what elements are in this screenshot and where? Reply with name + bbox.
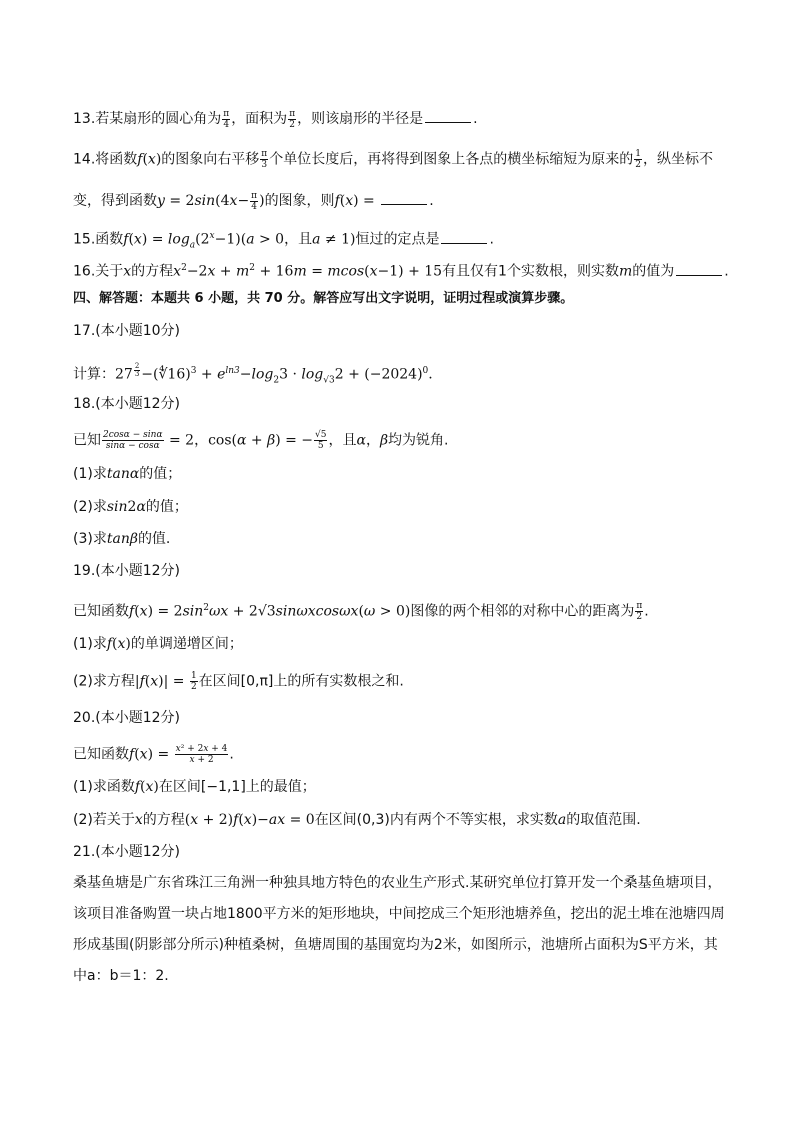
question-16: 16.关于x的方程$x^2-2x + m^2 + 16m = mcos(x-1) + 15$有且仅有1个实数根，则实数m的值为 . (73, 258, 734, 282)
question-21-line2: 该项目准备购置一块占地1800平方米的矩形地块，中间挖成三个矩形池塘养鱼，挖出的泥土堆在池塘四周 (73, 906, 725, 922)
question-20-part1: (1)求函数f(x)在区间[−1,1]上的最值； (73, 779, 316, 795)
question-21-line4: 中a：b＝1：2. (73, 968, 169, 984)
question-14-line1: 14.将函数f(x)的图象向右平移 $\frac{\pi}{3}$ 个单位长度后，再将得到图象上各点的横坐标缩短为原来的 $\frac{1}{2}$ ，纵坐标不 (73, 149, 713, 170)
question-18-heading: 18.(本小题12分) (73, 396, 181, 412)
question-18-part1: (1)求tanα的值； (73, 466, 182, 482)
question-19-part2: (2)求方程|f(x)| = $\frac{1}{2}$ 在区间[0,π]上的所有实数根之和. (73, 671, 404, 692)
question-18-part2: (2)求sin2α的值； (73, 499, 188, 515)
question-15: 15.函数$f(x) = \log_a(2^x-1)(a > 0$，且a ≠ 1)恒过的定点是 . (73, 226, 734, 255)
question-21-heading: 21.(本小题12分) (73, 844, 181, 860)
question-20-heading: 20.(本小题12分) (73, 710, 181, 726)
question-17-heading: 17.(本小题10分) (73, 323, 181, 339)
question-19-given: 已知函数$f(x) = 2\sin^2\omega x + 2√3\sin\omega xcos\omega x(\omega > 0)$图像的两个相邻的对称中心的距离为 $\frac{\pi}{2}$ . (73, 601, 649, 623)
question-19-heading: 19.(本小题12分) (73, 563, 181, 579)
answer-blank[interactable] (381, 190, 427, 205)
question-17-body: 计算：27 $^{\frac{2}{3}}$ −(∜16)$^3$ + $e^{ln3}-\log_23 \cdot \log_{√3}2 + (-2024)^0$. (73, 362, 433, 386)
question-18-part3: (3)求tanβ的值. (73, 531, 171, 547)
section-4-heading: 四、解答题：本题共 6 小题，共 70 分。解答应写出文字说明，证明过程或演算步骤。 (73, 291, 574, 306)
answer-blank[interactable] (441, 229, 487, 244)
question-20-given: 已知函数f(x) = $\frac{\text{x² + 2x + 4}}{x + 2}$ . (73, 744, 234, 765)
question-20-part2: (2)若关于x的方程(x + 2)f(x)−ax = 0在区间(0,3)内有两个不等实根，求实数a的取值范围. (73, 812, 641, 828)
question-14-line2: 变，得到函数y = 2sin(4x− $\frac{\pi}{4}$ )的图象，则f(x) = . (73, 190, 434, 212)
question-21-line3: 形成基围(阴影部分所示)种植桑树，鱼塘周围的基围宽均为2米，如图所示，池塘所占面积为S平方米，其 (73, 937, 718, 953)
question-21-line1: 桑基鱼塘是广东省珠江三角洲一种独具地方特色的农业生产形式.某研究单位打算开发一个桑基鱼塘项目， (73, 875, 722, 891)
answer-blank[interactable] (676, 261, 722, 276)
question-13: 13.若某扇形的圆心角为 $\frac{\pi}{4}$ ，面积为 $\frac{\pi}{2}$ ，则该扇形的半径是 . (73, 108, 478, 130)
question-19-part1: (1)求f(x)的单调递增区间； (73, 636, 243, 652)
question-18-given: 已知 $\frac{2\cos\alpha - \sin\alpha}{\sin\alpha - \cos\alpha}$ = 2，cos(α + β) = − $\frac{√5}{5}$ ，且α，β均为锐角. (73, 430, 449, 451)
answer-blank[interactable] (425, 108, 471, 123)
